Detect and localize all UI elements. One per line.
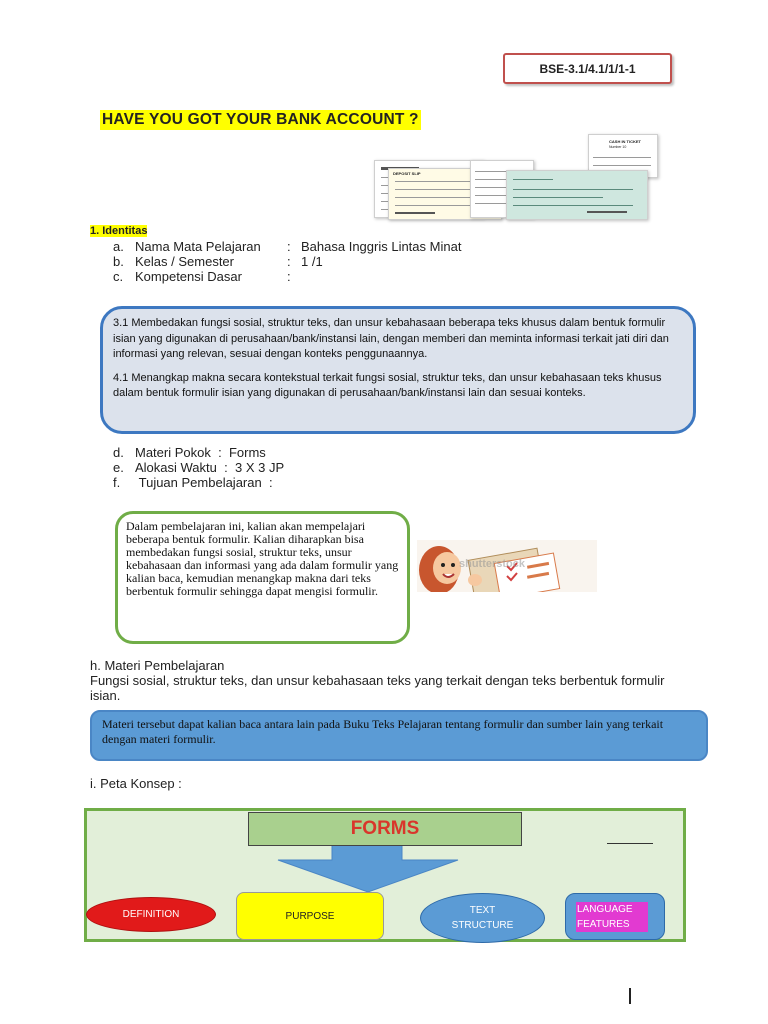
concept-node-language-features [565,893,665,940]
item-letter: e. [113,460,124,475]
node-label: TEXT STRUCTURE [451,905,514,931]
down-arrow-icon [262,840,462,894]
concept-forms-box [248,812,522,846]
section-heading-identitas: 1. Identitas [90,225,148,237]
cash-ticket-number: Number 10 [609,145,627,149]
node-label: DEFINITION [122,909,180,920]
kd-4-1: 4.1 Menangkap makna secara kontekstual terkait fungsi sosial, struktur teks, dan unsur kebahasaan teks khusus dalam bentuk formulir isian yang digunakan di perusahaan/bank/instansi lain dan sesuai konteks. [113,371,662,399]
kd-3-1: 3.1 Membedakan fungsi sosial, struktur teks, dan unsur kebahasaan beberapa teks khusus dalam bentuk formulir isian yang digunakan di perusahaan/bank/instansi lain, dengan memberi dan meminta informasi terkait jati diri dan informasi yang relevan, sesuai dengan konteks penggunaannya. [113,317,669,360]
concept-node-purpose [236,892,384,940]
item-label: Materi Pokok [135,445,211,460]
materi-text: Fungsi sosial, struktur teks, dan unsur kebahasaan teks yang terkait dengan teks berbentuk formulir isian. [90,673,665,703]
document-code-box [503,53,672,84]
item-separator: : [218,445,222,460]
item-value: Forms [228,445,266,460]
divider-line [607,843,653,844]
item-letter: d. [113,445,124,460]
node-label: LANGUAGE FEATURES [576,902,648,932]
item-label: Kelas / Semester [135,254,234,269]
item-letter: b. [113,254,124,269]
bank-forms-illustration [366,134,656,220]
node-label: PURPOSE [285,910,335,922]
item-value: 3 X 3 JP [234,460,285,475]
identity-item [113,460,284,475]
identity-item [113,239,461,254]
item-label: Nama Mata Pelajaran [135,239,261,254]
page-title: HAVE YOU GOT YOUR BANK ACCOUNT ? [102,111,419,128]
concept-node-text-structure [420,893,545,943]
identity-item [113,254,323,269]
page-edge-mark [629,988,631,1004]
student-checklist-illustration [417,540,597,592]
tujuan-text: Dalam pembelajaran ini, kalian akan mempelajari beberapa bentuk formulir. Kalian diharapkan bisa membedakan fungsi sosial, struktur teks, unsur kebahasaan dan informasi yang ada dalam formulir yang kalian baca, kemudian menangkap makna dari teks berbentuk formulir sehingga dapat mengisi formulir. [126,519,399,598]
item-separator: : [268,475,273,490]
identity-item [113,269,301,284]
concept-forms-label: FORMS [350,818,420,839]
document-code: BSE-3.1/4.1/1/1-1 [539,61,636,76]
bank-check [506,170,648,220]
concept-node-definition [86,897,216,932]
item-letter: f. [113,475,121,490]
form-slip-label: DEPOSIT SLIP [393,171,421,176]
item-label: Alokasi Waktu [135,460,217,475]
item-label: Kompetensi Dasar [135,269,242,284]
concept-arrow [262,840,462,899]
materi-heading: h. Materi Pembelajaran [90,658,225,673]
item-separator: : [224,460,228,475]
item-value: 1 /1 [301,254,323,269]
peta-konsep-heading: i. Peta Konsep : [90,776,182,791]
cash-ticket-label: CASH IN TICKET [609,139,641,144]
item-letter: c. [113,269,124,284]
materi-note-text: Materi tersebut dapat kalian baca antara lain pada Buku Teks Pelajaran tentang formulir dan sumber lain yang terkait dengan materi formulir. [102,717,664,746]
item-value: Bahasa Inggris Lintas Minat [301,239,462,254]
kompetensi-dasar-box [100,306,696,434]
materi-note-box [90,710,708,761]
identity-item [113,445,266,460]
item-separator: : [287,239,291,254]
item-letter: a. [113,239,124,254]
identity-item [113,475,273,490]
item-separator: : [287,254,291,269]
item-label: Tujuan Pembelajaran [138,475,262,490]
watermark: shutterstock [459,558,526,570]
item-separator: : [287,269,291,284]
tujuan-pembelajaran-box [115,511,410,644]
